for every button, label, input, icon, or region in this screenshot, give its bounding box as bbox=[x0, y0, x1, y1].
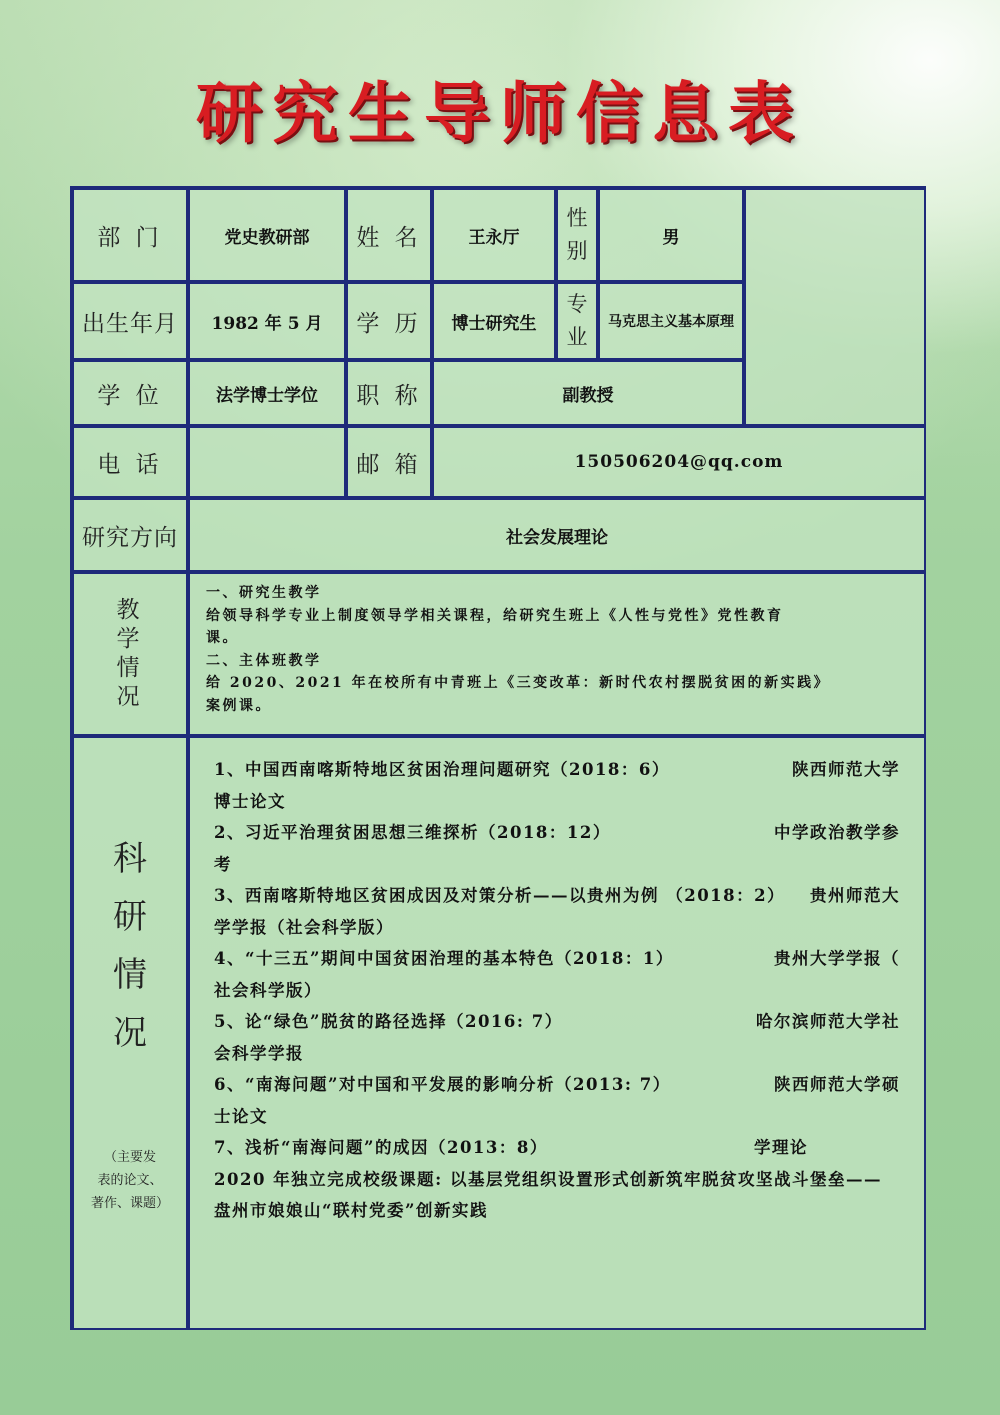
education-label: 学 历 bbox=[346, 282, 432, 360]
teaching-content bbox=[188, 572, 926, 736]
teaching-line: 案例课。 bbox=[206, 697, 272, 714]
research-label: 科 研 情 况 （主要发 表的论文、 著作、课题） bbox=[72, 736, 188, 1330]
photo-box bbox=[744, 188, 926, 426]
birth-value: 1982 年 5 月 bbox=[188, 282, 346, 360]
research-item-2: 2、习近平治理贫困思想三维探析（2018：12） 中学政治教学参 考 bbox=[214, 823, 900, 874]
gender-label: 性 别 bbox=[556, 188, 598, 282]
birth-label: 出生年月 bbox=[72, 282, 188, 360]
degree-value: 法学博士学位 bbox=[188, 360, 346, 426]
research-item-4: 4、“十三五”期间中国贫困治理的基本特色（2018：1） 贵州大学学报（ 社会科学版） bbox=[214, 949, 900, 1000]
research-note-line: （主要发 bbox=[103, 1150, 156, 1165]
research-item-3: 3、西南喀斯特地区贫困成因及对策分析——以贵州为例 （2018：2） 贵州师范大 学学报（社会科学版） bbox=[214, 886, 900, 937]
rank-label: 职 称 bbox=[346, 360, 432, 426]
rank-value: 副教授 bbox=[432, 360, 744, 426]
research-direction-label: 研究方向 bbox=[72, 498, 188, 572]
email-value: 150506204@qq.com bbox=[432, 426, 926, 498]
phone-value bbox=[188, 426, 346, 498]
dept-value: 党史教研部 bbox=[188, 188, 346, 282]
research-note-line: 著作、课题） bbox=[90, 1196, 169, 1211]
teaching-line: 一、研究生教学 bbox=[206, 585, 322, 601]
research-item-6: 6、“南海问题”对中国和平发展的影响分析（2013: 7） 陕西师范大学硕 士论文 bbox=[214, 1075, 900, 1126]
gender-value: 男 bbox=[598, 188, 744, 282]
info-table bbox=[70, 186, 926, 1330]
name-value: 王永厅 bbox=[432, 188, 556, 282]
dept-label: 部 门 bbox=[72, 188, 188, 282]
email-label: 邮 箱 bbox=[346, 426, 432, 498]
page-title: 研究生导师信息表 bbox=[196, 75, 804, 152]
research-item-1: 1、中国西南喀斯特地区贫困治理问题研究（2018：6） 陕西师范大学 博士论文 bbox=[214, 760, 900, 811]
name-label: 姓 名 bbox=[346, 188, 432, 282]
education-value: 博士研究生 bbox=[432, 282, 556, 360]
teaching-line: 给 2020、2021 年在校所有中青班上《三变改革：新时代农村摆脱贫困的新实践》 bbox=[206, 675, 831, 691]
teaching-label: 教 学 情 况 bbox=[72, 572, 188, 736]
teaching-line: 课。 bbox=[206, 630, 239, 646]
research-item-5: 5、论“绿色”脱贫的路径选择（2016: 7） 哈尔滨师范大学社 会科学学报 bbox=[214, 1012, 900, 1063]
research-content bbox=[188, 736, 926, 1330]
research-item-7: 7、浅析“南海问题”的成因（2013：8） 学理论 bbox=[214, 1138, 808, 1157]
research-note-line: 表的论文、 bbox=[97, 1173, 163, 1188]
major-value: 马克思主义基本原理 bbox=[598, 282, 744, 360]
phone-label: 电 话 bbox=[72, 426, 188, 498]
research-project: 2020 年独立完成校级课题: 以基层党组织设置形式创新筑牢脱贫攻坚战斗堡垒—— 盘州市娘娘山“联村党委”创新实践 bbox=[214, 1169, 883, 1220]
research-direction-value: 社会发展理论 bbox=[188, 498, 926, 572]
degree-label: 学 位 bbox=[72, 360, 188, 426]
major-label: 专 业 bbox=[556, 282, 598, 360]
teaching-line: 二、主体班教学 bbox=[206, 652, 322, 669]
teaching-line: 给领导科学专业上制度领导学相关课程，给研究生班上《人性与党性》党性教育 bbox=[206, 607, 784, 624]
